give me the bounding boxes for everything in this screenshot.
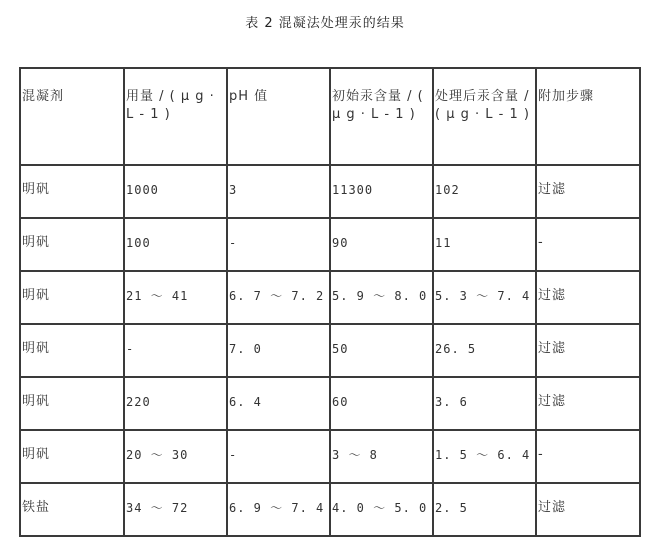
cell-dosage: 1000 <box>126 183 159 197</box>
cell-initial-hg: 90 <box>332 236 349 250</box>
table-cell <box>227 430 330 483</box>
cell-treated-hg: 2. 5 <box>435 501 468 515</box>
cell-initial-hg: 5. 9 ～ 8. 0 <box>332 289 428 303</box>
table-cell <box>124 377 227 430</box>
table-cell <box>536 324 640 377</box>
cell-initial-hg: 4. 0 ～ 5. 0 <box>332 501 428 515</box>
header-cell <box>124 68 227 165</box>
cell-ph: 6. 7 ～ 7. 2 <box>229 289 325 303</box>
table-cell <box>536 271 640 324</box>
table-cell <box>433 218 536 271</box>
header-extra-step: 附加步骤 <box>538 89 595 104</box>
cell-initial-hg: 3 ～ 8 <box>332 448 378 462</box>
table-cell <box>330 483 433 536</box>
cell-extra-step: - <box>538 235 544 250</box>
cell-coagulant: 明矾 <box>22 447 51 462</box>
table-cell <box>330 218 433 271</box>
cell-dosage: 100 <box>126 236 151 250</box>
table-row <box>20 430 640 483</box>
header-coagulant: 混凝剂 <box>22 89 65 104</box>
cell-extra-step: - <box>538 447 544 462</box>
cell-coagulant: 铁盐 <box>22 500 51 515</box>
table-cell <box>20 430 124 483</box>
table-cell <box>433 430 536 483</box>
header-cell <box>227 68 330 165</box>
cell-extra-step: 过滤 <box>538 394 567 409</box>
header-dosage: 用量 / ( μ g · L - 1 ) <box>126 89 215 122</box>
cell-dosage: - <box>126 342 135 356</box>
header-cell <box>433 68 536 165</box>
cell-ph: 6. 4 <box>229 395 262 409</box>
cell-coagulant: 明矾 <box>22 394 51 409</box>
table-cell <box>124 324 227 377</box>
table-row <box>20 218 640 271</box>
table-cell <box>536 377 640 430</box>
table-cell <box>124 430 227 483</box>
cell-initial-hg: 60 <box>332 395 349 409</box>
cell-treated-hg: 26. 5 <box>435 342 477 356</box>
table-row <box>20 324 640 377</box>
cell-extra-step: 过滤 <box>538 182 567 197</box>
table-cell <box>124 483 227 536</box>
table-cell <box>20 324 124 377</box>
cell-extra-step: 过滤 <box>538 500 567 515</box>
cell-dosage: 20 ～ 30 <box>126 448 189 462</box>
table-cell <box>433 483 536 536</box>
cell-treated-hg: 11 <box>435 236 452 250</box>
table-cell <box>536 430 640 483</box>
header-cell <box>330 68 433 165</box>
cell-coagulant: 明矾 <box>22 182 51 197</box>
header-row <box>20 68 640 165</box>
cell-ph: 3 <box>229 183 238 197</box>
table-cell <box>20 218 124 271</box>
table-cell <box>227 483 330 536</box>
table-cell <box>330 324 433 377</box>
cell-dosage: 34 ～ 72 <box>126 501 189 515</box>
table-cell <box>330 165 433 218</box>
table-cell <box>330 271 433 324</box>
cell-ph: 6. 9 ～ 7. 4 <box>229 501 325 515</box>
cell-initial-hg: 11300 <box>332 183 374 197</box>
cell-treated-hg: 3. 6 <box>435 395 468 409</box>
cell-coagulant: 明矾 <box>22 341 51 356</box>
table-cell <box>536 483 640 536</box>
header-initial-hg: 初始汞含量 / ( μ g · L - 1 ) <box>332 89 424 122</box>
cell-ph: 7. 0 <box>229 342 262 356</box>
table-cell <box>227 324 330 377</box>
table-cell <box>330 377 433 430</box>
table-row <box>20 377 640 430</box>
cell-extra-step: 过滤 <box>538 288 567 303</box>
table-cell <box>124 165 227 218</box>
cell-treated-hg: 1. 5 ～ 6. 4 <box>435 448 531 462</box>
table-cell <box>433 271 536 324</box>
table-cell <box>20 271 124 324</box>
data-table <box>19 67 641 537</box>
table-cell <box>227 377 330 430</box>
table-cell <box>227 271 330 324</box>
table-cell <box>227 165 330 218</box>
table-cell <box>330 430 433 483</box>
cell-treated-hg: 5. 3 ～ 7. 4 <box>435 289 531 303</box>
header-ph: pH 值 <box>229 89 269 104</box>
cell-initial-hg: 50 <box>332 342 349 356</box>
table-row <box>20 165 640 218</box>
cell-coagulant: 明矾 <box>22 288 51 303</box>
table-cell <box>20 165 124 218</box>
cell-ph: - <box>229 448 238 462</box>
cell-ph: - <box>229 236 238 250</box>
cell-dosage: 21 ～ 41 <box>126 289 189 303</box>
header-cell <box>20 68 124 165</box>
table-caption: 表 2 混凝法处理汞的结果 <box>245 16 405 31</box>
cell-coagulant: 明矾 <box>22 235 51 250</box>
table-cell <box>433 377 536 430</box>
table-cell <box>433 165 536 218</box>
table-row <box>20 271 640 324</box>
table-row <box>20 483 640 536</box>
header-treated-hg: 处理后汞含量 / ( μ g · L - 1 ) <box>435 89 530 122</box>
cell-extra-step: 过滤 <box>538 341 567 356</box>
table-cell <box>433 324 536 377</box>
table-cell <box>124 218 227 271</box>
table-cell <box>124 271 227 324</box>
header-cell <box>536 68 640 165</box>
table-cell <box>536 218 640 271</box>
cell-treated-hg: 102 <box>435 183 460 197</box>
table-cell <box>227 218 330 271</box>
cell-dosage: 220 <box>126 395 151 409</box>
table-cell <box>20 377 124 430</box>
table-cell <box>536 165 640 218</box>
table-cell <box>20 483 124 536</box>
